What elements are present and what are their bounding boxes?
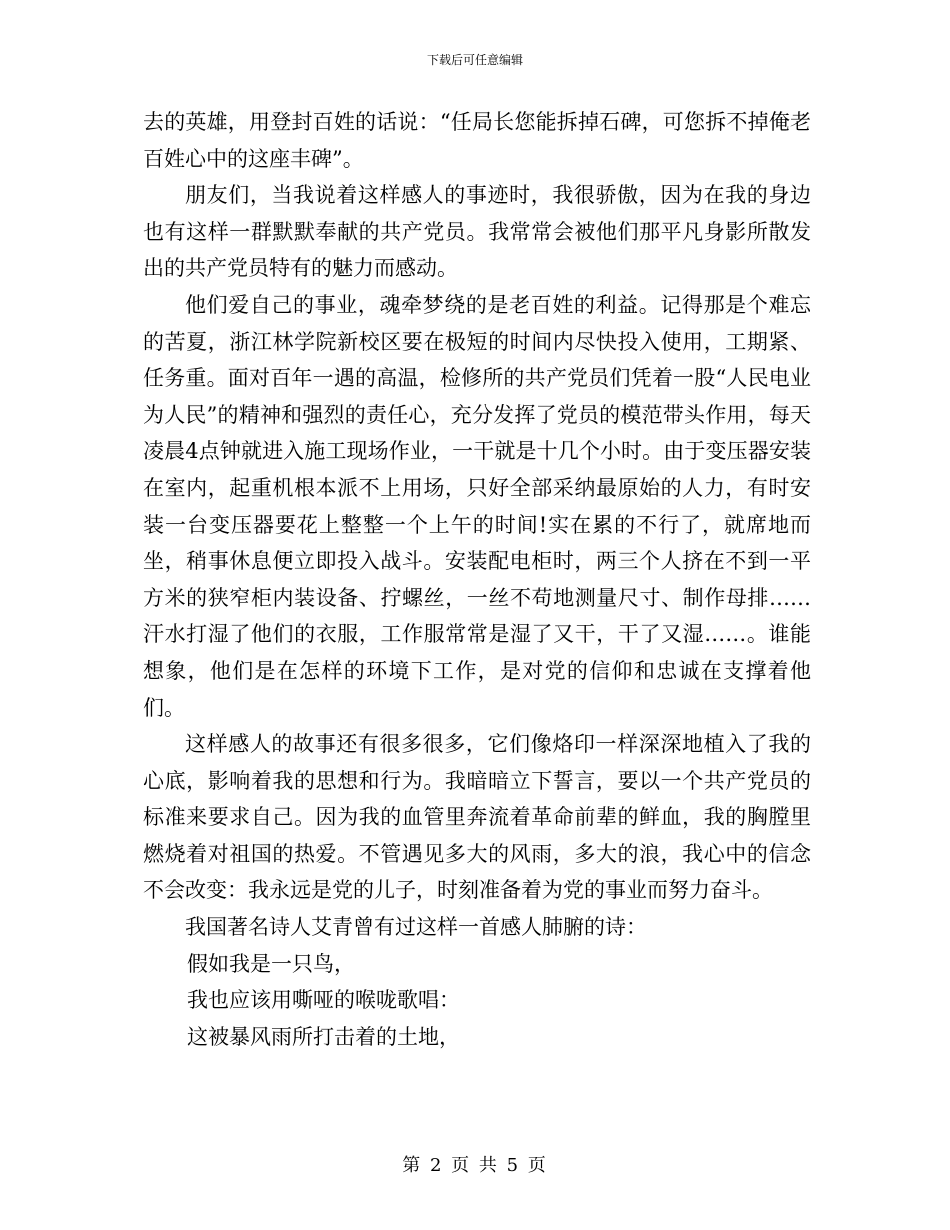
- poem-line: 我也应该用嘶哑的喉咙歌唱：: [187, 988, 460, 1013]
- paragraph-friends: 朋友们，当我说着这样感人的事迹时，我很骄傲，因为在我的身边也有这样一群默默奉献的共产党员。我常常会被他们那平凡身影所散发出的共产党员特有的魅力而感动。: [143, 183, 811, 281]
- paragraph-oath: 这样感人的故事还有很多很多，它们像烙印一样深深地植入了我的心底，影响着我的思想和行为。我暗暗立下誓言，要以一个共产党员的标准来要求自己。因为我的血管里奔流着革命前辈的鲜血，我的胸膛里燃烧着对祖国的热爱。不管遇见多大的风雨，多大的浪，我心中的信念不会改变：我永远是党的儿子，时刻准备着为党的事业而努力奋斗。: [143, 732, 811, 903]
- paragraph-continuation: 去的英雄，用登封百姓的话说：“任局长您能拆掉石碑，可您拆不掉俺老百姓心中的这座丰碑”。: [143, 110, 811, 171]
- page-header-note: 下载后可任意编辑: [426, 53, 523, 67]
- poem-line: 这被暴风雨所打击着的土地，: [187, 1024, 460, 1049]
- page-number: 第 2 页 共 5 页: [402, 1155, 548, 1176]
- paragraph-summer-work: 他们爱自己的事业，魂牵梦绕的是老百姓的利益。记得那是个难忘的苦夏，浙江林学院新校区要在极短的时间内尽快投入使用，工期紧、任务重。面对百年一遇的高温，检修所的共产党员们凭着一股“人民电业为人民”的精神和强烈的责任心，充分发挥了党员的模范带头作用，每天凌晨4点钟就进入施工现场作业，一干就是十几个小时。由于变压器安装在室内，起重机根本派不上用场，只好全部采纳最原始的人力，有时安装一台变压器要花上整整一个上午的时间!实在累的不行了，就席地而坐，稍事休息便立即投入战斗。安装配电柜时，两三个人挤在不到一平方米的狭窄柜内装设备、拧螺丝，一丝不苟地测量尺寸、制作母排……汗水打湿了他们的衣服，工作服常常是湿了又干，干了又湿……。谁能想象，他们是在怎样的环境下工作，是对党的信仰和忠诚在支撑着他们。: [143, 292, 811, 720]
- poem-line: 假如我是一只鸟，: [187, 951, 355, 976]
- paragraph-poem-intro: 我国著名诗人艾青曾有过这样一首感人肺腑的诗：: [185, 915, 647, 940]
- document-body: [143, 104, 811, 1055]
